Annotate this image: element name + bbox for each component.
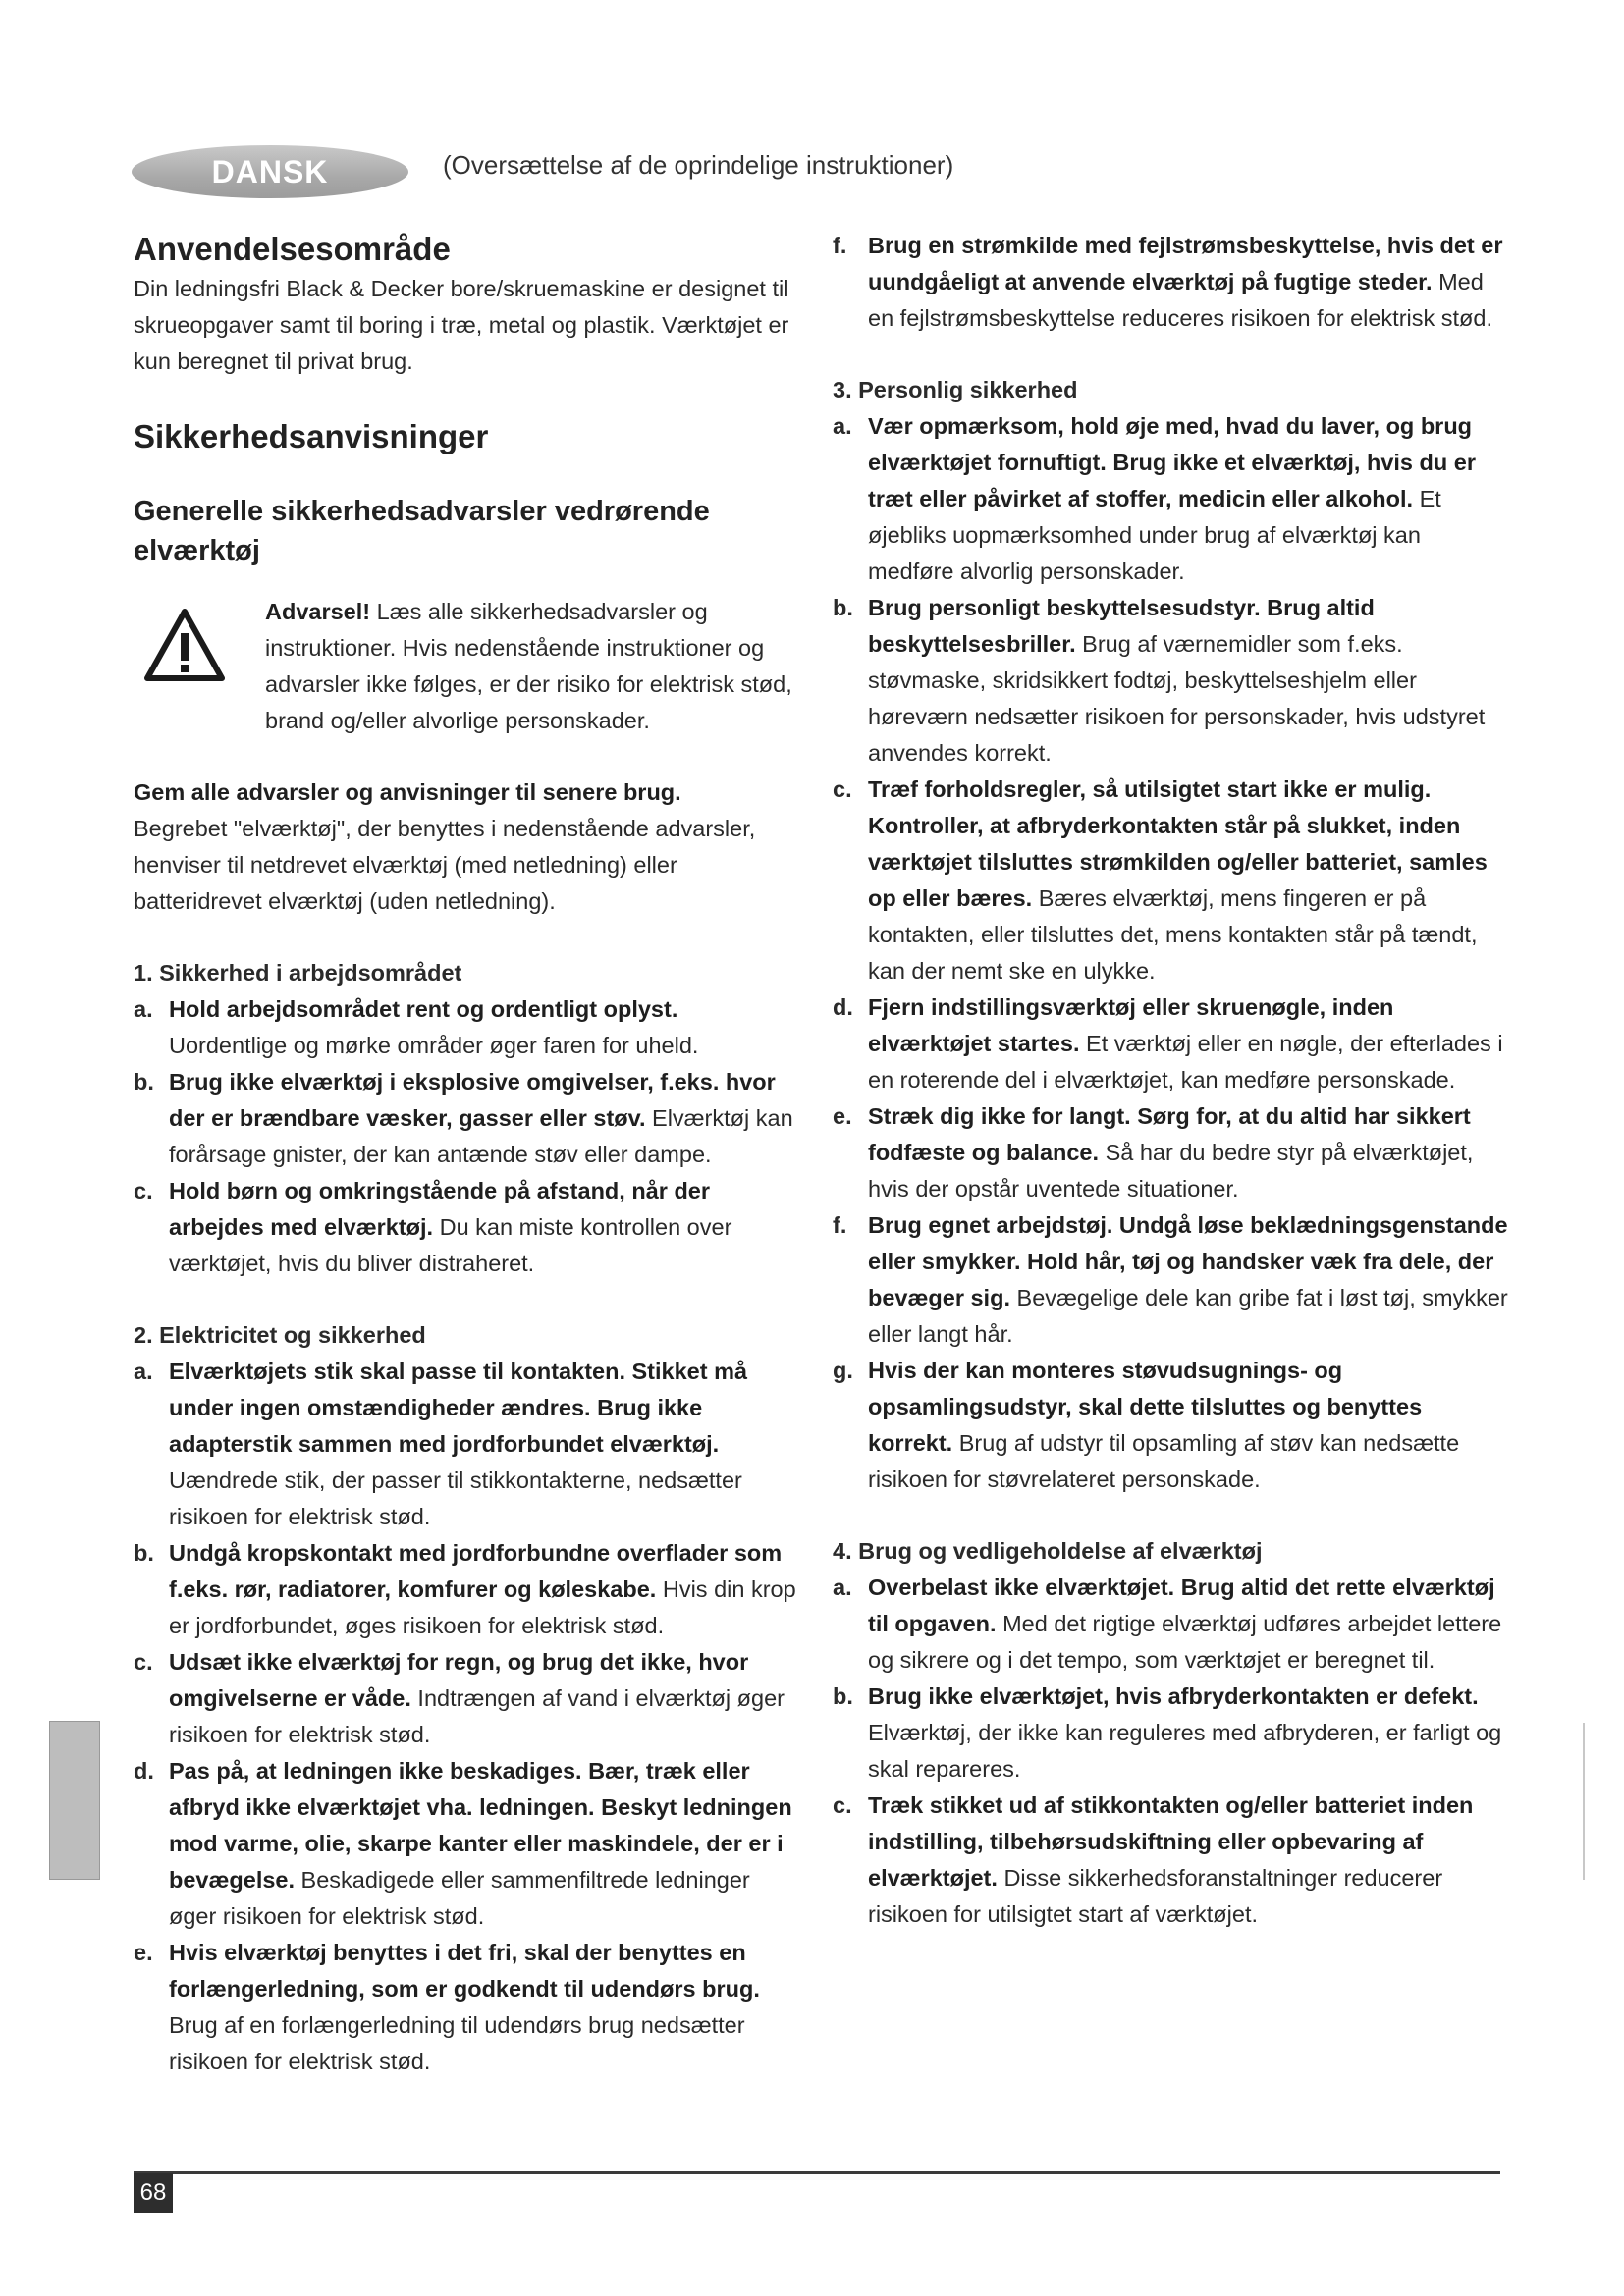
item-bold: Brug egnet arbejdstøj. Undgå løse beklædningsgenstande eller smykker. Hold hår, tøj og handsker væk fra dele, der bevæger sig. bbox=[868, 1212, 1508, 1310]
left-column bbox=[134, 228, 801, 2080]
list-item bbox=[134, 991, 801, 1064]
warning-body: Læs alle sikkerhedsadvarsler og instruktioner. Hvis nedenstående instruktioner og advarsler ikke følges, er der risiko for elektrisk stød, brand og/eller alvorlige personskader. bbox=[265, 599, 792, 733]
item-bold: Vær opmærksom, hold øje med, hvad du laver, og brug elværktøjet fornuftigt. Brug ikke et elværktøj, hvis du er træt eller påvirket af stoffer, medicin eller alkohol. bbox=[868, 413, 1476, 511]
item-bold: Hvis der kan monteres støvudsugnings- og opsamlingsudstyr, skal dette tilsluttes og benyttes korrekt. bbox=[868, 1358, 1423, 1456]
item-bold: Stræk dig ikke for langt. Sørg for, at du altid har sikkert fodfæste og balance. bbox=[868, 1103, 1471, 1165]
section-use-title: 4. Brug og vedligeholdelse af elværktøj bbox=[833, 1538, 1263, 1564]
list-item bbox=[833, 1207, 1510, 1353]
item-label: c. bbox=[833, 776, 852, 802]
item-text bbox=[868, 1788, 1510, 1933]
item-text bbox=[868, 1207, 1510, 1353]
list-item bbox=[833, 228, 1510, 337]
list-item bbox=[134, 1535, 801, 1644]
item-body: Du kan miste kontrollen over værktøjet, hvis du bliver distraheret. bbox=[169, 1214, 732, 1276]
list-item bbox=[134, 1354, 801, 1535]
list-item bbox=[833, 408, 1510, 590]
side-thumb-tab bbox=[49, 1721, 100, 1880]
list-item bbox=[833, 1353, 1510, 1498]
list-item bbox=[833, 772, 1510, 989]
list-item bbox=[833, 989, 1510, 1098]
item-label: e. bbox=[833, 1103, 852, 1129]
usage-heading: Anvendelsesområde bbox=[134, 231, 451, 267]
item-label: a. bbox=[134, 1359, 153, 1384]
warning-triangle-icon bbox=[134, 594, 255, 739]
item-bold: Hold arbejdsområdet rent og ordentligt oplyst. bbox=[169, 996, 678, 1022]
item-body: Et værktøj eller en nøgle, der efterlades i en roterende del i elværktøjet, kan medføre personskade. bbox=[868, 1031, 1503, 1093]
item-text bbox=[169, 991, 801, 1064]
item-label: b. bbox=[833, 1683, 853, 1709]
right-column bbox=[833, 228, 1510, 1933]
section-personal-title: 3. Personlig sikkerhed bbox=[833, 377, 1078, 402]
translation-note: (Oversættelse af de oprindelige instruktioner) bbox=[443, 150, 954, 180]
item-text bbox=[868, 408, 1510, 590]
item-body: Brug af en forlængerledning til udendørs brug nedsætter risikoen for elektrisk stød. bbox=[169, 2012, 745, 2074]
item-label: d. bbox=[134, 1758, 154, 1784]
item-label: a. bbox=[833, 1575, 852, 1600]
item-text bbox=[868, 1353, 1510, 1498]
item-body: Bæres elværktøj, mens fingeren er på kontakten, eller tilsluttes det, mens kontakten står på tændt, kan der nemt ske en ulykke. bbox=[868, 885, 1478, 984]
item-bold: Elværktøjets stik skal passe til kontakten. Stikket må under ingen omstændigheder ændres. Brug ikke adapterstik sammen med jordforbundet elværktøj. bbox=[169, 1359, 748, 1457]
item-text bbox=[868, 228, 1510, 337]
warning-label: Advarsel! bbox=[265, 599, 371, 624]
item-label: a. bbox=[833, 413, 852, 439]
list-item bbox=[134, 1935, 801, 2080]
item-text bbox=[868, 989, 1510, 1098]
item-body: Disse sikkerhedsforanstaltninger reducerer risikoen for utilsigtet start af værktøjet. bbox=[868, 1865, 1443, 1927]
item-label: c. bbox=[134, 1178, 153, 1203]
item-label: f. bbox=[833, 233, 847, 258]
item-label: c. bbox=[134, 1649, 153, 1675]
list-item bbox=[134, 1644, 801, 1753]
general-safety-heading: Generelle sikkerhedsadvarsler vedrørende elværktøj bbox=[134, 496, 710, 566]
item-body: Uændrede stik, der passer til stikkontakterne, nedsætter risikoen for elektrisk stød. bbox=[169, 1468, 742, 1529]
usage-text: Din ledningsfri Black & Decker bore/skruemaskine er designet til skrueopgaver samt til boring i træ, metal og plastik. Værktøjet er kun beregnet til privat brug. bbox=[134, 276, 789, 374]
page-number: 68 bbox=[134, 2173, 173, 2213]
item-label: e. bbox=[134, 1940, 153, 1965]
item-text bbox=[169, 1753, 801, 1935]
item-label: b. bbox=[833, 595, 853, 620]
warning-text bbox=[255, 594, 801, 739]
safety-heading: Sikkerhedsanvisninger bbox=[134, 418, 489, 454]
warning-block bbox=[134, 594, 801, 739]
item-text bbox=[868, 1570, 1510, 1679]
list-item bbox=[134, 1753, 801, 1935]
item-label: c. bbox=[833, 1792, 852, 1818]
list-item bbox=[833, 1788, 1510, 1933]
item-text bbox=[169, 1354, 801, 1535]
item-text bbox=[868, 772, 1510, 989]
item-body: Med en fejlstrømsbeskyttelse reduceres risikoen for elektrisk stød. bbox=[868, 269, 1493, 331]
item-body: Beskadigede eller sammenfiltrede ledninger øger risikoen for elektrisk stød. bbox=[169, 1867, 750, 1929]
item-bold: Overbelast ikke elværktøjet. Brug altid det rette elværktøj til opgaven. bbox=[868, 1575, 1495, 1636]
item-bold: Undgå kropskontakt med jordforbundne overflader som f.eks. rør, radiatorer, komfurer og køleskabe. bbox=[169, 1540, 783, 1602]
item-bold: Hvis elværktøj benyttes i det fri, skal der benyttes en forlængerledning, som er godkendt til udendørs brug. bbox=[169, 1940, 760, 2002]
item-text bbox=[868, 590, 1510, 772]
item-bold: Brug ikke elværktøjet, hvis afbryderkontakten er defekt. bbox=[868, 1683, 1479, 1709]
item-bold: Brug personligt beskyttelsesudstyr. Brug altid beskyttelsesbriller. bbox=[868, 595, 1375, 657]
item-bold: Fjern indstillingsværktøj eller skruenøgle, inden elværktøjet startes. bbox=[868, 994, 1394, 1056]
item-text bbox=[169, 1644, 801, 1753]
section-electric-title: 2. Elektricitet og sikkerhed bbox=[134, 1322, 426, 1348]
item-text bbox=[169, 1935, 801, 2080]
list-item bbox=[134, 1173, 801, 1282]
item-label: g. bbox=[833, 1358, 853, 1383]
section-work-area-title: 1. Sikkerhed i arbejdsområdet bbox=[134, 960, 462, 986]
list-item bbox=[833, 1570, 1510, 1679]
item-label: f. bbox=[833, 1212, 847, 1238]
keep-bold: Gem alle advarsler og anvisninger til senere brug. bbox=[134, 779, 681, 805]
footer-divider bbox=[134, 2171, 1500, 2174]
term-definition: Begrebet "elværktøj", der benyttes i nedenstående advarsler, henviser til netdrevet elværktøj (med netledning) eller batteridrevet elværktøj (uden netledning). bbox=[134, 816, 756, 914]
item-body: Med det rigtige elværktøj udføres arbejdet lettere og sikrere og i det tempo, som værktøjet er beregnet til. bbox=[868, 1611, 1502, 1673]
item-bold: Udsæt ikke elværktøj for regn, og brug det ikke, hvor omgivelserne er våde. bbox=[169, 1649, 749, 1711]
item-text bbox=[169, 1535, 801, 1644]
list-item bbox=[833, 1679, 1510, 1788]
item-bold: Brug ikke elværktøj i eksplosive omgivelser, f.eks. hvor der er brændbare væsker, gasser eller støv. bbox=[169, 1069, 776, 1131]
item-text bbox=[169, 1064, 801, 1173]
language-badge: DANSK bbox=[132, 145, 408, 198]
item-body: Brug af værnemidler som f.eks. støvmaske, skridsikkert fodtøj, beskyttelseshjelm eller høreværn nedsætter risikoen for personskader, hvis udstyret anvendes korrekt. bbox=[868, 631, 1486, 766]
item-bold: Pas på, at ledningen ikke beskadiges. Bær, træk eller afbryd ikke elværktøjet vha. ledningen. Beskyt ledningen mod varme, olie, skarpe kanter eller maskindele, der er i bevægelse. bbox=[169, 1758, 792, 1893]
item-text bbox=[169, 1173, 801, 1282]
keep-instructions bbox=[134, 774, 801, 811]
item-bold: Hold børn og omkringstående på afstand, når der arbejdes med elværktøj. bbox=[169, 1178, 711, 1240]
item-body: Uordentlige og mørke områder øger faren for uheld. bbox=[169, 1033, 699, 1058]
list-item bbox=[134, 1064, 801, 1173]
item-body: Indtrængen af vand i elværktøj øger risikoen for elektrisk stød. bbox=[169, 1685, 785, 1747]
item-label: b. bbox=[134, 1540, 154, 1566]
item-label: a. bbox=[134, 996, 153, 1022]
list-item bbox=[833, 590, 1510, 772]
item-label: d. bbox=[833, 994, 853, 1020]
item-bold: Brug en strømkilde med fejlstrømsbeskyttelse, hvis det er uundgåeligt at anvende elværktøj på fugtige steder. bbox=[868, 233, 1503, 294]
item-bold: Træk stikket ud af stikkontakten og/eller batteriet inden indstilling, tilbehørsudskiftning eller opbevaring af elværktøjet. bbox=[868, 1792, 1474, 1891]
item-text bbox=[868, 1098, 1510, 1207]
list-item bbox=[833, 1098, 1510, 1207]
item-body: Brug af udstyr til opsamling af støv kan nedsætte risikoen for støvrelateret personskade. bbox=[868, 1430, 1460, 1492]
item-body: Hvis din krop er jordforbundet, øges risikoen for elektrisk stød. bbox=[169, 1576, 796, 1638]
item-bold: Træf forholdsregler, så utilsigtet start ikke er mulig. Kontroller, at afbryderkontakten står på slukket, inden værktøjet tilsluttes strømkilden og/eller batteriet, samles op eller bæres. bbox=[868, 776, 1488, 911]
item-body: Et øjebliks uopmærksomhed under brug af elværktøj kan medføre alvorlig personskader. bbox=[868, 486, 1441, 584]
margin-mark bbox=[1583, 1723, 1585, 1880]
item-body: Så har du bedre styr på elværktøjet, hvis der opstår uventede situationer. bbox=[868, 1140, 1474, 1201]
item-body: Elværktøj kan forårsage gnister, der kan antænde støv eller dampe. bbox=[169, 1105, 793, 1167]
item-label: b. bbox=[134, 1069, 154, 1095]
item-body: Elværktøj, der ikke kan reguleres med afbryderen, er farligt og skal repareres. bbox=[868, 1720, 1502, 1782]
item-text bbox=[868, 1679, 1510, 1788]
item-body: Bevægelige dele kan gribe fat i løst tøj, smykker eller langt hår. bbox=[868, 1285, 1508, 1347]
